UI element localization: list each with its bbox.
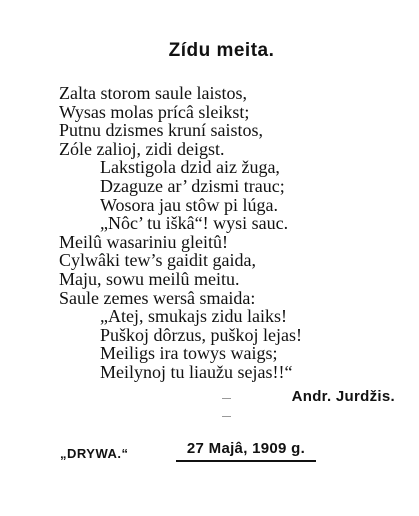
poem-line: „Nôc’ tu iškâ“! wysi sauc. [100, 213, 289, 234]
poem-line: Zóle zalioj, zidi deigst. [59, 138, 225, 159]
poem-author: Andr. Jurdžis. [291, 388, 395, 405]
source-name: „DRYWA.“ [60, 446, 129, 461]
poem-line: Wosora jau stôw pi lúga. [100, 194, 279, 215]
poem-line: Maju, sowu meilû meitu. [59, 268, 240, 289]
publication-date: 27 Majâ, 1909 g. [176, 440, 316, 462]
poem-line: Zalta storom saule laistos, [59, 83, 247, 103]
poem-line: Saule zemes wersâ smaida: [59, 287, 256, 308]
poem-line: Meiligs ira towys waigs; [100, 343, 278, 364]
poem-line: Cylwâki tew’s gaidit gaida, [59, 250, 256, 271]
poem-line: Puškoj dôrzus, puškoj lejas! [100, 324, 302, 345]
poem-title: Zídu meita. [168, 40, 275, 61]
poem-line: Meilynoj tu liaužu sejas!!“ [100, 361, 293, 382]
poem-line: Lakstigola dzid aiz žuga, [100, 157, 280, 178]
poem-line: Meilû wasariniu gleitû! [59, 231, 228, 252]
poem-line: Dzaguze ar’ dzismi trauc; [100, 175, 285, 196]
poem-body [59, 84, 399, 382]
poem-line: Wysas molas prícâ sleikst; [59, 101, 250, 122]
poem-line: „Atej, smukajs zidu laiks! [100, 306, 287, 327]
poem-line: Putnu dzismes kruní saistos, [59, 120, 264, 141]
separator-dashes [222, 398, 246, 402]
